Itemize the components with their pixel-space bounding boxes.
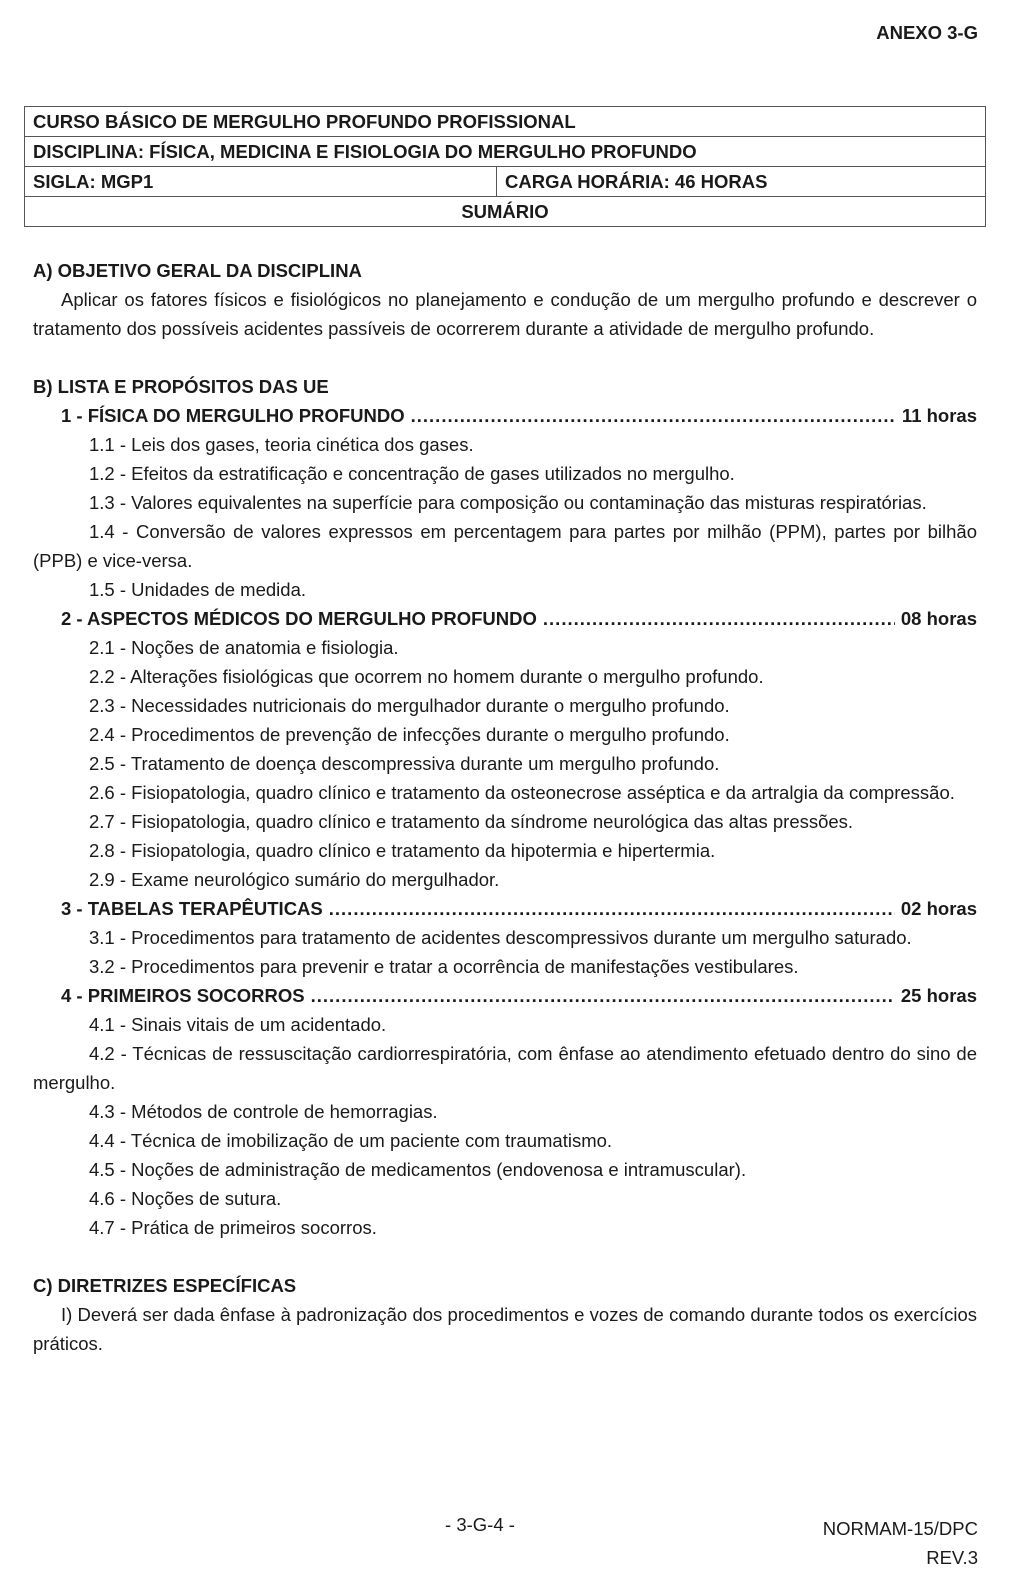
unit-title: 3 - TABELAS TERAPÊUTICAS — [61, 898, 323, 919]
carga-horaria-cell: CARGA HORÁRIA: 46 HORAS — [497, 167, 986, 197]
unit-2 — [33, 604, 977, 894]
section-c-text: I) Deverá ser dada ênfase à padronização dos procedimentos e vozes de comando durante todos os exercícios práticos. — [33, 1304, 977, 1354]
annex-label: ANEXO 3-G — [876, 22, 978, 43]
dot-leader — [411, 401, 896, 430]
list-item: 4.6 - Noções de sutura. — [89, 1188, 282, 1209]
document-body — [33, 256, 977, 1358]
list-item: 3.1 - Procedimentos para tratamento de acidentes descompressivos durante um mergulho saturado. — [89, 927, 912, 948]
unit-hours: 11 horas — [901, 405, 977, 426]
list-item: 4.7 - Prática de primeiros socorros. — [89, 1217, 377, 1238]
unit-3 — [33, 894, 977, 981]
unit-hours: 25 horas — [900, 985, 977, 1006]
unit-heading — [33, 894, 977, 923]
norm-reference: NORMAM-15/DPC — [822, 1518, 978, 1539]
list-item: 4.2 - Técnicas de ressuscitação cardiorrespiratória, com ênfase ao atendimento efetuado dentro do sino de mergulho. — [33, 1043, 977, 1093]
course-name: CURSO BÁSICO DE MERGULHO PROFUNDO PROFISSIONAL — [25, 107, 986, 137]
section-a-text: Aplicar os fatores físicos e fisiológicos no planejamento e condução de um mergulho profundo e descrever o tratamento dos possíveis acidentes passíveis de ocorrerem durante a atividade de mergulho profundo. — [33, 289, 977, 339]
list-item: 4.3 - Métodos de controle de hemorragias. — [89, 1101, 438, 1122]
dot-leader — [543, 604, 895, 633]
list-item: 4.4 - Técnica de imobilização de um paciente com traumatismo. — [89, 1130, 613, 1151]
list-item: 4.1 - Sinais vitais de um acidentado. — [89, 1014, 387, 1035]
section-a-title: A) OBJETIVO GERAL DA DISCIPLINA — [33, 260, 362, 281]
unit-title: 2 - ASPECTOS MÉDICOS DO MERGULHO PROFUNDO — [61, 608, 537, 629]
list-item: 1.4 - Conversão de valores expressos em percentagem para partes por milhão (PPM), partes por bilhão (PPB) e vice-versa. — [33, 521, 977, 571]
unit-title: 1 - FÍSICA DO MERGULHO PROFUNDO — [61, 405, 405, 426]
unit-4 — [33, 981, 977, 1242]
unit-hours: 08 horas — [900, 608, 977, 629]
list-item: 3.2 - Procedimentos para prevenir e tratar a ocorrência de manifestações vestibulares. — [89, 956, 799, 977]
list-item: 1.3 - Valores equivalentes na superfície para composição ou contaminação das misturas respiratórias. — [89, 492, 927, 513]
list-item: 2.3 - Necessidades nutricionais do mergulhador durante o mergulho profundo. — [89, 695, 730, 716]
list-item: 2.1 - Noções de anatomia e fisiologia. — [89, 637, 399, 658]
list-item: 2.4 - Procedimentos de prevenção de infecções durante o mergulho profundo. — [89, 724, 730, 745]
list-item: 2.8 - Fisiopatologia, quadro clínico e tratamento da hipotermia e hipertermia. — [89, 840, 716, 861]
section-b-title: B) LISTA E PROPÓSITOS DAS UE — [33, 376, 329, 397]
page-number: - 3-G-4 - — [445, 1514, 515, 1535]
list-item: 2.2 - Alterações fisiológicas que ocorrem no homem durante o mergulho profundo. — [89, 666, 764, 687]
list-item: 1.5 - Unidades de medida. — [89, 579, 306, 600]
sigla-cell: SIGLA: MGP1 — [25, 167, 497, 197]
revision-label: REV.3 — [926, 1547, 978, 1568]
list-item: 2.7 - Fisiopatologia, quadro clínico e tratamento da síndrome neurológica das altas pressões. — [89, 811, 854, 832]
discipline-name: DISCIPLINA: FÍSICA, MEDICINA E FISIOLOGIA DO MERGULHO PROFUNDO — [25, 137, 986, 167]
section-c-title: C) DIRETRIZES ESPECÍFICAS — [33, 1275, 297, 1296]
unit-heading — [33, 981, 977, 1010]
dot-leader — [329, 894, 895, 923]
unit-heading — [33, 401, 977, 430]
footer-norm-block — [823, 1514, 978, 1572]
list-item: 2.6 - Fisiopatologia, quadro clínico e tratamento da osteonecrose asséptica e da artralgia da compressão. — [89, 782, 955, 803]
unit-heading — [33, 604, 977, 633]
list-item: 1.2 - Efeitos da estratificação e concentração de gases utilizados no mergulho. — [89, 463, 735, 484]
summary-heading: SUMÁRIO — [25, 197, 986, 227]
dot-leader — [311, 981, 895, 1010]
list-item: 1.1 - Leis dos gases, teoria cinética dos gases. — [89, 434, 474, 455]
list-item: 4.5 - Noções de administração de medicamentos (endovenosa e intramuscular). — [89, 1159, 747, 1180]
unit-1 — [33, 401, 977, 604]
course-header-table — [24, 106, 986, 227]
unit-hours: 02 horas — [900, 898, 977, 919]
list-item: 2.5 - Tratamento de doença descompressiva durante um mergulho profundo. — [89, 753, 720, 774]
unit-title: 4 - PRIMEIROS SOCORROS — [61, 985, 305, 1006]
list-item: 2.9 - Exame neurológico sumário do mergulhador. — [89, 869, 500, 890]
